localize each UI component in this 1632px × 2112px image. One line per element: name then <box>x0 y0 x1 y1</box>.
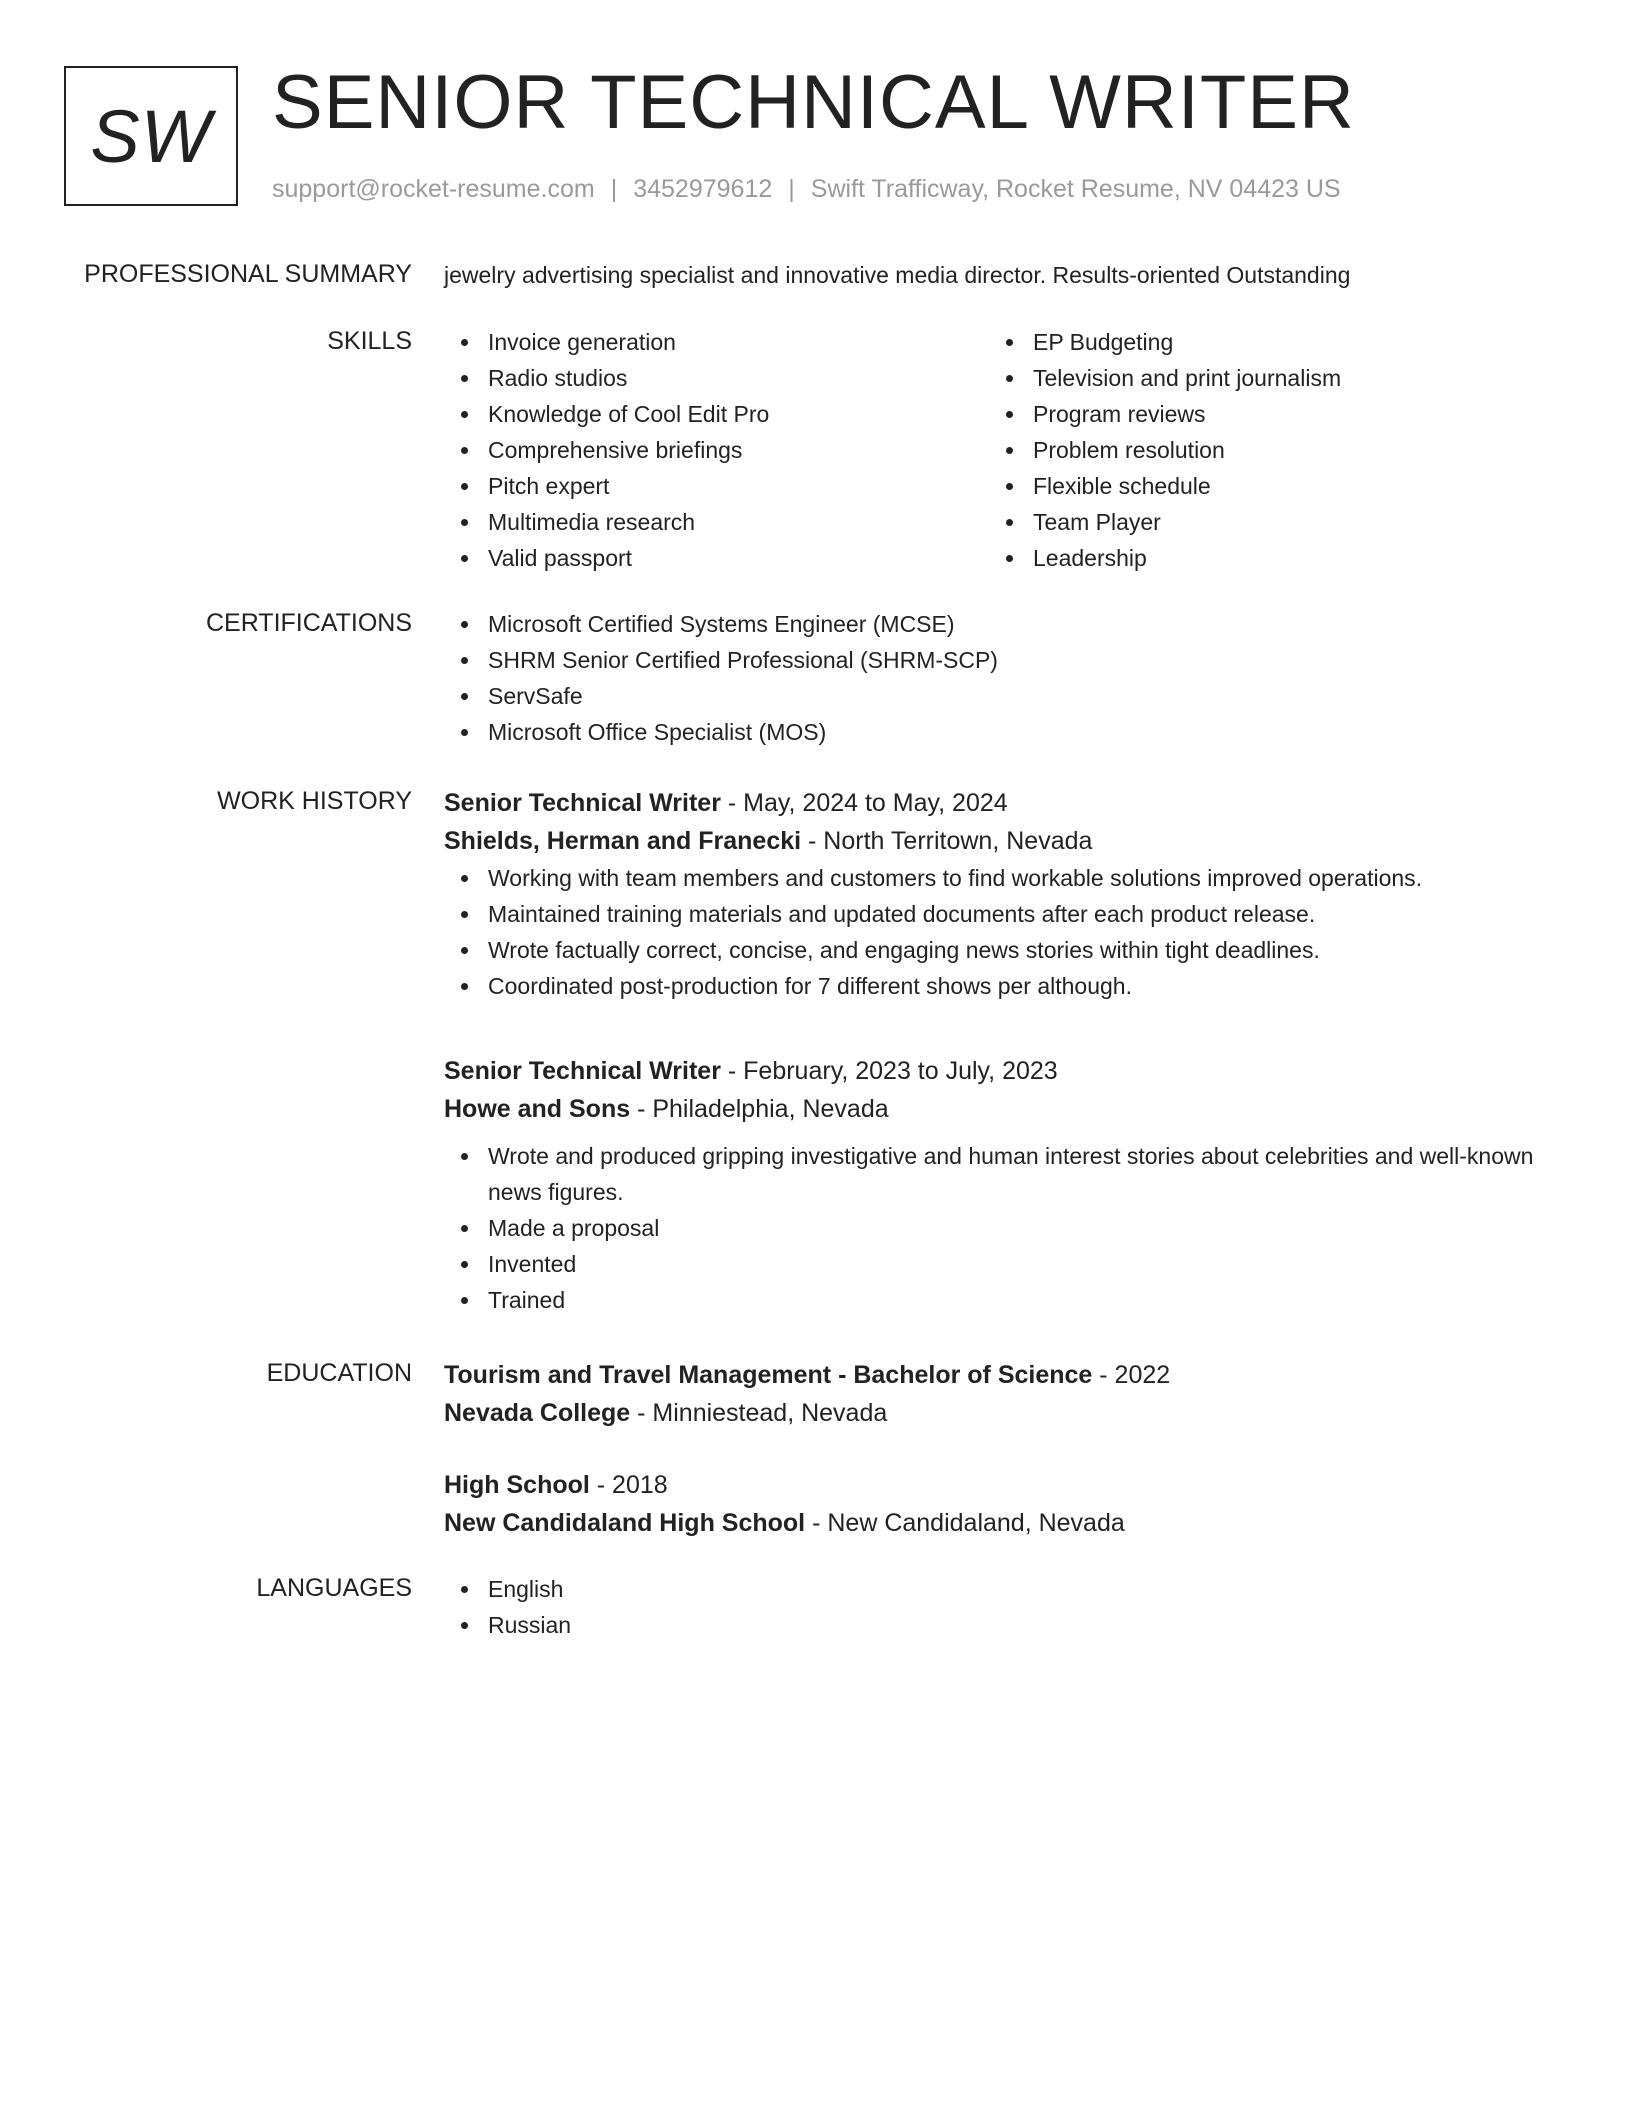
contact-email: support@rocket-resume.com <box>272 175 595 203</box>
skill-item: Comprehensive briefings <box>444 432 989 468</box>
job-entry <box>444 1052 1564 1318</box>
skills-body <box>444 324 1564 576</box>
section-label-work-history: WORK HISTORY <box>217 787 412 815</box>
section-label-education: EDUCATION <box>266 1359 412 1387</box>
skill-item: Radio studios <box>444 360 989 396</box>
summary-text: jewelry advertising specialist and innovative media director. Results-oriented Outstanding <box>444 262 1351 288</box>
job-location: - Philadelphia, Nevada <box>630 1095 889 1123</box>
job-bullet: Trained <box>444 1282 1564 1318</box>
job-dates: - February, 2023 to July, 2023 <box>720 1057 1058 1085</box>
education-body <box>444 1356 1564 1542</box>
certification-item: Microsoft Certified Systems Engineer (MCSE) <box>444 606 1564 642</box>
education-degree: High School <box>444 1471 590 1499</box>
job-bullet: Working with team members and customers to find workable solutions improved operations. <box>444 860 1564 896</box>
skill-item: Team Player <box>989 504 1534 540</box>
certifications-body <box>444 606 1564 750</box>
certification-item: SHRM Senior Certified Professional (SHRM-SCP) <box>444 642 1564 678</box>
education-year: - 2022 <box>1092 1361 1171 1389</box>
work-history-body <box>444 784 1564 1004</box>
skills-list-right <box>989 324 1534 576</box>
job-bullet: Made a proposal <box>444 1210 1564 1246</box>
skill-item: Problem resolution <box>989 432 1534 468</box>
job-location: - North Territown, Nevada <box>801 827 1093 855</box>
monogram-box <box>64 66 238 206</box>
skill-item: Pitch expert <box>444 468 989 504</box>
education-school: New Candidaland High School <box>444 1509 806 1537</box>
job-bullet: Coordinated post-production for 7 different shows per although. <box>444 968 1564 1004</box>
job-bullet: Wrote factually correct, concise, and engaging news stories within tight deadlines. <box>444 932 1564 968</box>
job-bullet: Invented <box>444 1246 1564 1282</box>
education-degree-line <box>444 1466 1564 1504</box>
section-label-languages: LANGUAGES <box>256 1574 412 1602</box>
education-school-line <box>444 1504 1564 1542</box>
skill-item: Program reviews <box>989 396 1534 432</box>
contact-line <box>272 172 1341 206</box>
resume-name: SENIOR TECHNICAL WRITER <box>272 60 1355 145</box>
section-label-certifications: CERTIFICATIONS <box>205 609 412 637</box>
job-company-line <box>444 1090 1564 1128</box>
skill-item: Leadership <box>989 540 1534 576</box>
language-item: English <box>444 1571 1564 1607</box>
job-title-line <box>444 784 1564 822</box>
skill-item: EP Budgeting <box>989 324 1534 360</box>
job-entry <box>444 784 1564 1004</box>
job-bullet: Maintained training materials and updated documents after each product release. <box>444 896 1564 932</box>
education-degree-line <box>444 1356 1564 1394</box>
skill-item: Invoice generation <box>444 324 989 360</box>
skills-list-left <box>444 324 989 576</box>
job-bullets <box>444 860 1564 1004</box>
skill-item: Valid passport <box>444 540 989 576</box>
section-label-skills: SKILLS <box>327 327 412 355</box>
job-dates: - May, 2024 to May, 2024 <box>720 789 1008 817</box>
certification-item: ServSafe <box>444 678 1564 714</box>
education-degree: Tourism and Travel Management - Bachelor of Science <box>444 1361 1093 1389</box>
job-company: Shields, Herman and Franecki <box>444 827 802 855</box>
languages-list <box>444 1571 1564 1643</box>
contact-phone: 3452979612 <box>633 175 773 203</box>
job-bullets <box>444 1138 1564 1318</box>
job-bullet: Wrote and produced gripping investigative and human interest stories about celebrities and well-known news figures. <box>444 1138 1564 1210</box>
education-location: - New Candidaland, Nevada <box>805 1509 1125 1537</box>
language-item: Russian <box>444 1607 1564 1643</box>
certifications-list <box>444 606 1564 750</box>
skill-item: Flexible schedule <box>989 468 1534 504</box>
education-school: Nevada College <box>444 1399 631 1427</box>
job-title: Senior Technical Writer <box>444 1057 721 1085</box>
skill-item: Television and print journalism <box>989 360 1534 396</box>
education-school-line <box>444 1394 1564 1432</box>
education-entry <box>444 1466 1564 1542</box>
job-company-line <box>444 822 1564 860</box>
education-location: - Minniestead, Nevada <box>630 1399 888 1427</box>
skill-item: Multimedia research <box>444 504 989 540</box>
languages-body <box>444 1571 1564 1643</box>
section-label-summary: PROFESSIONAL SUMMARY <box>84 260 412 288</box>
education-entry <box>444 1356 1564 1432</box>
job-company: Howe and Sons <box>444 1095 631 1123</box>
certification-item: Microsoft Office Specialist (MOS) <box>444 714 1564 750</box>
education-year: - 2018 <box>589 1471 668 1499</box>
job-title-line <box>444 1052 1564 1090</box>
contact-address: Swift Trafficway, Rocket Resume, NV 04423 US <box>810 175 1341 203</box>
job-title: Senior Technical Writer <box>444 789 721 817</box>
work-history-body-2 <box>444 1052 1564 1318</box>
skill-item: Knowledge of Cool Edit Pro <box>444 396 989 432</box>
monogram-initials: SW <box>90 94 212 178</box>
contact-separator: | <box>610 175 618 203</box>
contact-separator: | <box>788 175 795 203</box>
